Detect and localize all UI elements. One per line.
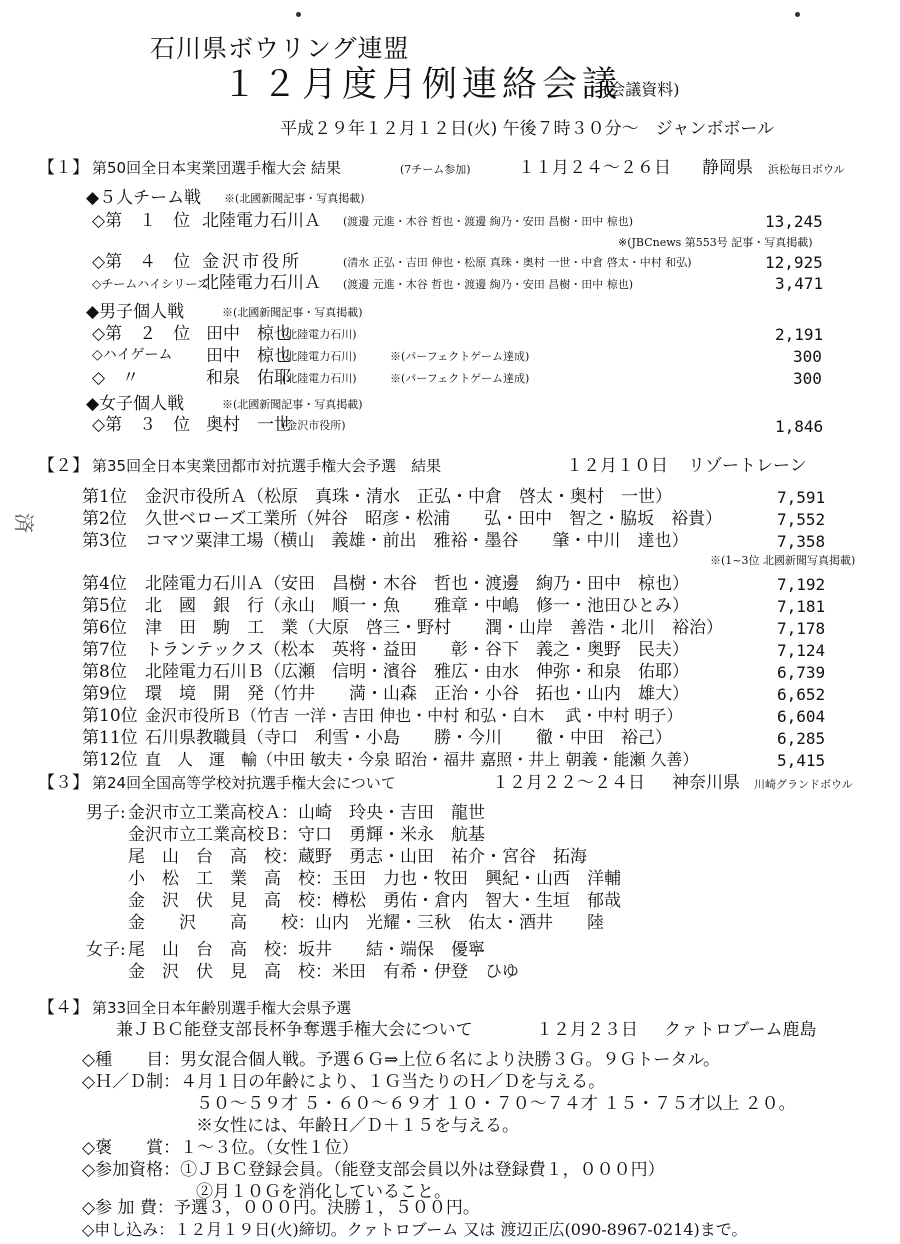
- team-rank: ◇第 １ 位: [92, 211, 191, 231]
- men-rank: ◇ハイゲーム: [92, 347, 173, 363]
- girls-label: 女子:: [86, 940, 126, 960]
- men-affiliation: (北陸電力石川): [282, 372, 357, 385]
- section-2-bracket: 【２】: [38, 456, 89, 476]
- men-score: 300: [793, 369, 822, 388]
- scan-speck: [795, 12, 800, 17]
- scan-speck: [296, 12, 301, 17]
- team-event-note: ※(北國新聞記事・写真掲載): [224, 192, 365, 205]
- section-4-bracket: 【４】: [38, 998, 89, 1018]
- boys-team: 小 松 工 業 高 校：玉田 力也・牧田 興紀・山西 洋輔: [128, 869, 621, 889]
- section-1-bracket: 【１】: [38, 158, 89, 178]
- s2-team: 北陸電力石川Ｂ（広瀬 信明・濱谷 雅広・由水 伸弥・和泉 佑耶）: [145, 662, 689, 682]
- s2-team: 久世ベローズ工業所（舛谷 昭彦・松浦 弘・田中 智之・脇坂 裕貴）: [145, 509, 723, 529]
- s2-score: 5,415: [777, 751, 826, 770]
- section-1-venue: 浜松毎日ボウル: [768, 163, 845, 176]
- section-1-teams-note: (7チーム参加): [400, 163, 471, 176]
- men-rank: ◇ 〃: [92, 368, 140, 388]
- s2-rank: 第12位: [82, 750, 138, 770]
- s2-rank: 第7位: [82, 640, 127, 660]
- s2-score: 6,285: [777, 729, 826, 748]
- women-score: 1,846: [775, 417, 824, 436]
- section-3-dates: １２月２２～２４日: [492, 773, 645, 793]
- s4-line: ②月１０Ｇを消化していること。: [196, 1182, 451, 1202]
- team-score: 12,925: [765, 253, 823, 272]
- section-3-title: 第24回全国高等学校対抗選手権大会について: [92, 774, 396, 792]
- s4-line: ◇褒 賞：１～３位。（女性１位）: [82, 1138, 359, 1158]
- men-name: 田中 椋也: [206, 324, 291, 344]
- title-subtitle: (会議資料): [603, 80, 680, 99]
- s2-team: 石川県教職員（寺口 利雪・小島 勝・今川 徹・中田 裕己）: [145, 728, 672, 748]
- s2-team: 金沢市役所Ｂ（竹吉 一洋・吉田 伸也・中村 和弘・白木 武・中村 明子）: [145, 706, 683, 725]
- boys-team: 金 沢 伏 見 高 校：樽松 勇佑・倉内 智大・生垣 郁哉: [128, 891, 621, 911]
- s2-score: 7,552: [777, 510, 826, 529]
- margin-handwritten-mark: 済: [12, 513, 36, 533]
- s2-rank: 第2位: [82, 509, 127, 529]
- s2-rank: 第11位: [82, 728, 138, 748]
- men-note: ※(パーフェクトゲーム達成): [390, 372, 530, 385]
- s2-team: 津 田 駒 工 業（大原 啓三・野村 潤・山岸 善浩・北川 裕治）: [145, 618, 723, 638]
- boys-team: 金沢市立工業高校Ｂ：守口 勇輝・米永 航基: [128, 825, 485, 845]
- boys-team: 金沢市立工業高校Ａ：山崎 玲央・吉田 龍世: [128, 803, 485, 823]
- boys-team: 金 沢 高 校：山内 光耀・三秋 佑太・酒井 陸: [128, 913, 604, 933]
- team-members: (清水 正弘・吉田 伸也・松原 真珠・奥村 一世・中倉 啓太・中村 和弘): [343, 256, 692, 269]
- s2-rank: 第8位: [82, 662, 127, 682]
- section-3-bracket: 【３】: [38, 773, 89, 793]
- s2-team: 北 國 銀 行（永山 順一・魚 雅章・中嶋 修一・池田ひとみ）: [145, 596, 689, 616]
- s2-team: 直 人 運 輸（中田 敏夫・今泉 昭治・福井 嘉照・井上 朝義・能瀬 久善）: [145, 750, 699, 769]
- section-2-dates: １２月１０日: [566, 456, 668, 476]
- s2-score: 7,124: [777, 641, 826, 660]
- meeting-datetime: 平成２９年１２月１２日(火) 午後７時３０分～ ジャンボボール: [280, 119, 774, 139]
- s2-rank: 第6位: [82, 618, 127, 638]
- boys-team: 尾 山 台 高 校：蔵野 勇志・山田 祐介・宮谷 拓海: [128, 847, 587, 867]
- women-event-heading: ◆女子個人戦: [86, 394, 185, 414]
- men-rank: ◇第 ２ 位: [92, 324, 191, 344]
- s2-score: 7,591: [777, 488, 826, 507]
- men-event-note: ※(北國新聞記事・写真掲載): [222, 306, 363, 319]
- men-event-heading: ◆男子個人戦: [86, 302, 185, 322]
- women-name: 奥村 一世: [206, 415, 291, 435]
- boys-label: 男子:: [86, 803, 126, 823]
- team-rank: ◇第 ４ 位: [92, 252, 191, 272]
- men-name: 田中 椋也: [206, 346, 291, 366]
- team-name: 北陸電力石川Ａ: [202, 273, 321, 293]
- s2-team: トランテックス（松本 英将・益田 彰・谷下 義之・奥野 民夫）: [145, 640, 689, 660]
- section-2-venue: リゾートレーン: [688, 456, 807, 476]
- s2-rank: 第1位: [82, 487, 127, 507]
- team-score: 13,245: [765, 212, 823, 231]
- section-4-title2: 兼ＪＢＣ能登支部長杯争奪選手権大会について: [116, 1020, 473, 1040]
- s2-team: コマツ粟津工場（横山 義雄・前出 雅裕・墨谷 肇・中川 達也）: [145, 531, 689, 551]
- s2-team: 環 境 開 発（竹井 満・山森 正治・小谷 拓也・山内 雄大）: [145, 684, 689, 704]
- team-score: 3,471: [775, 274, 824, 293]
- girls-team: 金 沢 伏 見 高 校：米田 有希・伊登 ひゆ: [128, 962, 519, 982]
- s2-score: 6,652: [777, 685, 826, 704]
- s2-score: 7,178: [777, 619, 826, 638]
- girls-team: 尾 山 台 高 校：坂井 結・端保 優寧: [128, 940, 485, 960]
- s4-line: ◇申し込み：１２月１９日(火)締切。クァトロブーム 又は 渡辺正広(090-8967-0214)まで。: [82, 1220, 748, 1239]
- men-affiliation: (北陸電力石川): [282, 328, 357, 341]
- section-4-title: 第33回全日本年齢別選手権大会県予選: [92, 999, 352, 1017]
- section-3-venue: 川崎グランドボウル: [754, 778, 853, 791]
- women-rank: ◇第 ３ 位: [92, 415, 191, 435]
- org-name: 石川県ボウリング連盟: [150, 34, 410, 63]
- s2-team: 北陸電力石川Ａ（安田 昌樹・木谷 哲也・渡邊 絢乃・田中 椋也）: [145, 574, 689, 594]
- section-1-dates: １１月２４～２６日: [518, 158, 671, 178]
- s2-press-note: ※(1~3位 北國新聞写真掲載): [710, 554, 856, 567]
- women-event-note: ※(北國新聞記事・写真掲載): [222, 398, 363, 411]
- s4-line: ◇参 加 費：予選３，０００円。決勝１，５００円。: [82, 1198, 480, 1218]
- team-rank: ◇チームハイシリーズ: [92, 277, 209, 291]
- s4-line: ５０～５９才 ５・６０～６９才 １０・７０～７４才 １５・７５才以上 ２０。: [196, 1094, 796, 1114]
- s2-score: 7,358: [777, 532, 826, 551]
- s4-line: ◇種 目：男女混合個人戦。予選６Ｇ⇒上位６名により決勝３Ｇ。９Ｇトータル。: [82, 1050, 720, 1070]
- s4-line: ※女性には、年齢Ｈ／Ｄ＋１５を与える。: [196, 1116, 519, 1136]
- s2-rank: 第5位: [82, 596, 127, 616]
- women-affiliation: (金沢市役所): [282, 419, 346, 432]
- s4-line: ◇参加資格：①ＪＢＣ登録会員。（能登支部会員以外は登録費１，０００円）: [82, 1160, 665, 1180]
- section-4-venue: クァトロブーム鹿島: [664, 1020, 817, 1040]
- section-4-dates: １２月２３日: [536, 1020, 638, 1040]
- team-members: (渡邊 元進・木谷 哲也・渡邊 絢乃・安田 昌樹・田中 椋也): [343, 215, 634, 228]
- team-note: ※(JBCnews 第553号 記事・写真掲載): [618, 236, 813, 249]
- men-score: 2,191: [775, 325, 824, 344]
- s2-rank: 第4位: [82, 574, 127, 594]
- s2-team: 金沢市役所Ａ（松原 真珠・清水 正弘・中倉 啓太・奥村 一世）: [145, 487, 672, 507]
- men-score: 300: [793, 347, 822, 366]
- s4-line: ◇Ｈ／Ｄ制：４月１日の年齢により、１Ｇ当たりのＨ／Ｄを与える。: [82, 1072, 606, 1092]
- s2-rank: 第10位: [82, 706, 138, 726]
- s2-rank: 第9位: [82, 684, 127, 704]
- s2-score: 7,181: [777, 597, 826, 616]
- section-1-pref: 静岡県: [702, 158, 753, 178]
- section-1-title: 第50回全日本実業団選手権大会 結果: [92, 159, 341, 177]
- s2-score: 7,192: [777, 575, 826, 594]
- page-title: １２月度月例連絡会議: [222, 65, 623, 105]
- team-event-heading: ◆５人チーム戦: [86, 188, 202, 208]
- men-name: 和泉 佑耶: [206, 368, 291, 388]
- team-name: 北陸電力石川Ａ: [202, 211, 321, 231]
- section-3-pref: 神奈川県: [672, 773, 740, 793]
- section-2-title: 第35回全日本実業団都市対抗選手権大会予選 結果: [92, 457, 442, 475]
- men-affiliation: (北陸電力石川): [282, 350, 357, 363]
- s2-score: 6,739: [777, 663, 826, 682]
- team-members: (渡邊 元進・木谷 哲也・渡邊 絢乃・安田 昌樹・田中 椋也): [343, 278, 634, 291]
- men-note: ※(パーフェクトゲーム達成): [390, 350, 530, 363]
- s2-rank: 第3位: [82, 531, 127, 551]
- team-name: 金沢市役所: [202, 252, 302, 272]
- s2-score: 6,604: [777, 707, 826, 726]
